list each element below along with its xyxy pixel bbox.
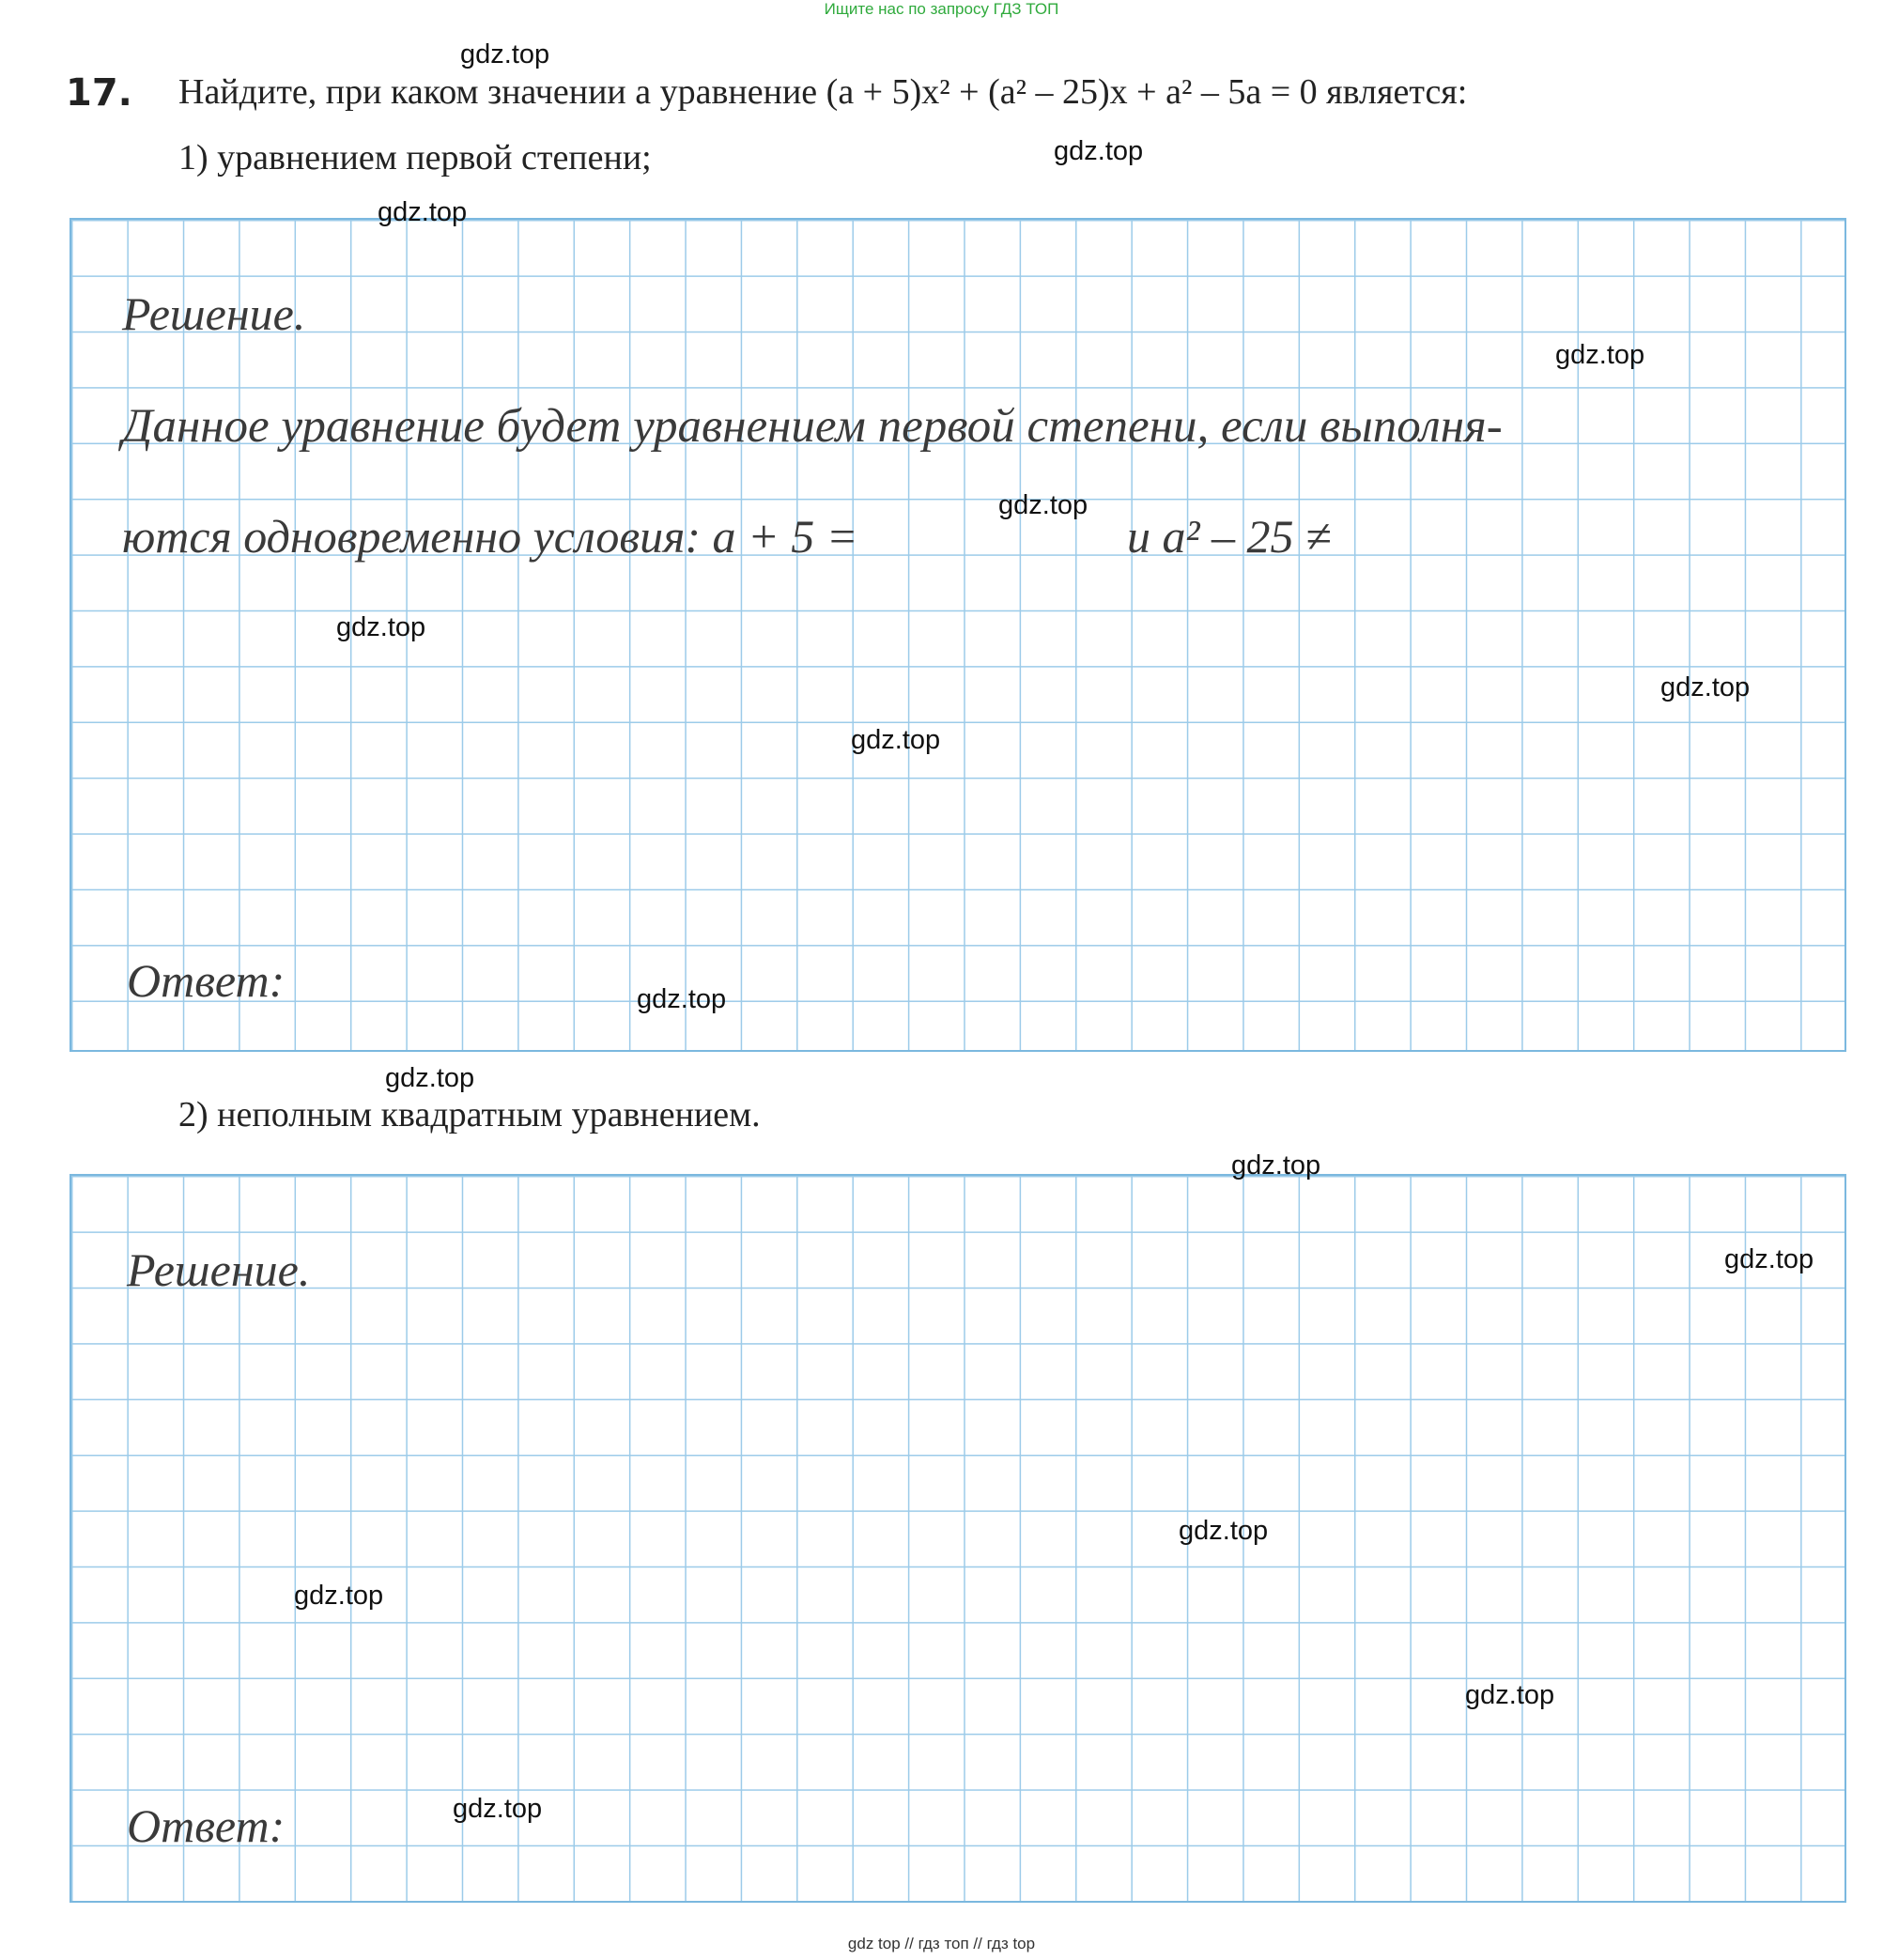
task-number: 17. <box>66 71 132 115</box>
watermark: gdz.top <box>1465 1680 1555 1710</box>
watermark: gdz.top <box>460 39 550 69</box>
watermark: gdz.top <box>294 1581 384 1611</box>
task-statement: Найдите, при каком значении a уравнение (a + 5)x² + (a² – 25)x + a² – 5a = 0 является: <box>178 72 1468 112</box>
watermark: gdz.top <box>1231 1150 1321 1181</box>
part2-label: 2) неполным квадратным уравнением. <box>178 1095 761 1134</box>
solution-line-2-tail: и a² – 25 ≠ <box>1127 510 1332 563</box>
footer-links[interactable]: gdz top // гдз топ // гдз top <box>847 1935 1036 1952</box>
answer-label-1: Ответ: <box>127 954 286 1007</box>
watermark: gdz.top <box>1179 1516 1269 1546</box>
watermark: gdz.top <box>1555 340 1645 370</box>
answer-grid-2[interactable] <box>69 1174 1846 1903</box>
watermark: gdz.top <box>998 490 1088 520</box>
solution-line-2: ются одновременно условия: a + 5 = <box>122 510 858 563</box>
watermark: gdz.top <box>1724 1244 1814 1274</box>
watermark: gdz.top <box>851 725 941 755</box>
watermark: gdz.top <box>385 1063 475 1093</box>
top-banner[interactable]: Ищите нас по запросу ГДЗ ТОП <box>824 0 1059 18</box>
watermark: gdz.top <box>1660 672 1751 702</box>
watermark: gdz.top <box>336 612 426 642</box>
watermark: gdz.top <box>637 984 727 1014</box>
watermark: gdz.top <box>453 1794 543 1824</box>
part1-label: 1) уравнением первой степени; <box>178 138 652 177</box>
solution-label-2: Решение. <box>127 1243 311 1296</box>
answer-label-2: Ответ: <box>127 1799 286 1852</box>
watermark: gdz.top <box>378 197 468 227</box>
solution-line-1: Данное уравнение будет уравнением первой степени, если выполня- <box>122 400 1503 453</box>
solution-label-1: Решение. <box>122 287 306 340</box>
watermark: gdz.top <box>1054 136 1144 166</box>
